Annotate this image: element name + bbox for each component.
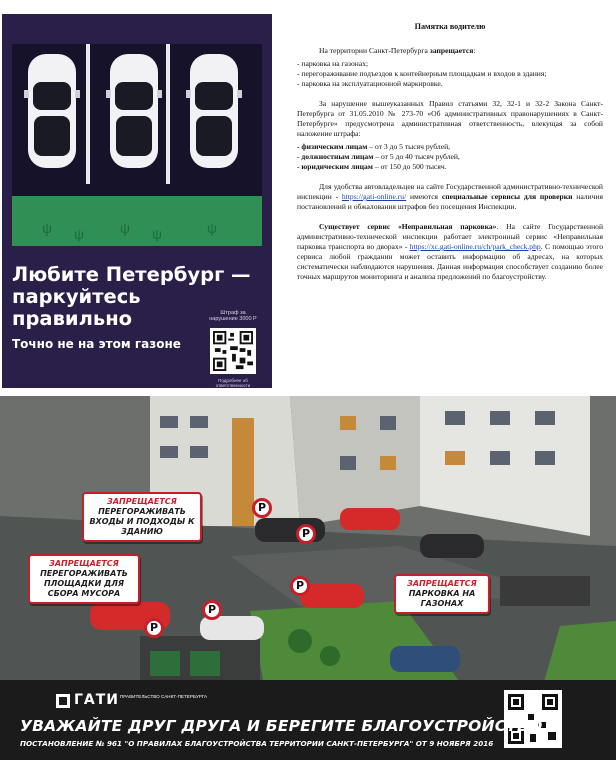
car-icon [24,52,80,170]
memo-service: Существует сервис «Неправильная парковка». На сайте Государственной административно-технической инспекции работает электронный сервис «Неправильная парковка транспорта во дворах» - https://xc.gati-online.ru/ch/park_check.php. С помощью этого сервиса любой гражданин может оставить информацию об адресах, на которых систематически наблюдаются нарушения. Данная информация способствует созданию более точных маршрутов мониторинга и анализа предложений по благоустройству. [297,222,604,281]
parking-sign-icon: P [290,576,310,596]
grass-icon: ψ [74,226,84,242]
poster-headline: Любите Петербург — паркуйтесь правильно [12,263,251,330]
parking-sign-icon: P [252,498,272,518]
banner-decree: ПОСТАНОВЛЕНИЕ № 961 "О ПРАВИЛАХ БЛАГОУСТРОЙСТВА ТЕРРИТОРИИ САНКТ-ПЕТЕРБУРГА" ОТ 9 НОЯБРЯ 2016 [20,739,494,748]
park-check-link[interactable]: https://xc.gati-online.ru/ch/park_check.php [409,242,541,251]
parking-line [166,44,170,184]
grass-icon: ψ [207,220,217,236]
poster-subline: Точно не на этом газоне [12,337,181,351]
gati-logo: ГАТИ [74,692,120,708]
memo-title: Памятка водителю [414,22,486,31]
prohibition-item: - парковка на эксплуатационной маркировке. [297,79,443,88]
gati-logo-caption: ПРАВИТЕЛЬСТВО САНКТ-ПЕТЕРБУРГА [120,694,208,699]
driver-memo [297,22,603,387]
no-blocking-waste-area-sign: ЗАПРЕЩАЕТСЯ ПЕРЕГОРАЖИВАТЬ ПЛОЩАДКИ ДЛЯ СБОРА МУСОРА [28,554,140,604]
parking-sign-icon: P [296,524,316,544]
fine-caption: Штраф за нарушение 3000 Р [209,310,257,322]
fine-note: Подробнее об ответственности [215,378,251,388]
memo-convenience: Для удобства автовладельцев на сайте Государственной административно-технической инспекции - https://gati-online.ru/ имеются специальные сервисы для проверки наличия постановлений и обжалования штрафов без посещения Инспекции. [297,182,603,211]
parking-sign-icon: P [202,600,222,620]
banner-slogan: УВАЖАЙТЕ ДРУГ ДРУГА И БЕРЕГИТЕ БЛАГОУСТРОЙСТВО [20,717,543,735]
no-lawn-parking-sign: ЗАПРЕЩАЕТСЯ ПАРКОВКА НА ГАЗОНАХ [394,574,490,614]
campaign-poster [2,14,272,388]
memo-law: За нарушение вышеуказанных Правил статьями 32, 32-1 и 32-2 Закона Санкт-Петербурга от 31.05.2010 № 273-70 «Об административных правонарушениях в Санкт-Петербурге» предусмотрена административная ответственность, влекущая за собой наложение штрафа: [297,99,603,138]
fine-item: - юридическим лицам – от 150 до 500 тысяч. [297,162,447,171]
fine-item: - должностным лицам – от 5 до 40 тысяч рублей, [297,152,460,161]
memo-intro: На территории Санкт-Петербурга запрещается: [319,46,476,55]
grass-icon: ψ [152,226,162,242]
qr-code-icon[interactable] [210,328,256,374]
courtyard-illustration [0,396,616,760]
prohibition-item: - перегораживание подъездов к контейнерным площадкам и входов в здания; [297,69,547,78]
parking-sign-icon: P [144,618,164,638]
car-icon [106,52,162,170]
gati-link[interactable]: https://gati-online.ru/ [341,192,407,201]
grass-icon: ψ [120,220,130,236]
prohibition-item: - парковка на газонах; [297,59,369,68]
grass-icon: ψ [42,220,52,236]
parking-line [86,44,90,184]
fine-item: - физическим лицам – от 3 до 5 тысяч рублей, [297,142,451,151]
car-icon [186,52,242,170]
no-blocking-entrance-sign: ЗАПРЕЩАЕТСЯ ПЕРЕГОРАЖИВАТЬ ВХОДЫ И ПОДХОДЫ К ЗДАНИЮ [82,492,202,542]
